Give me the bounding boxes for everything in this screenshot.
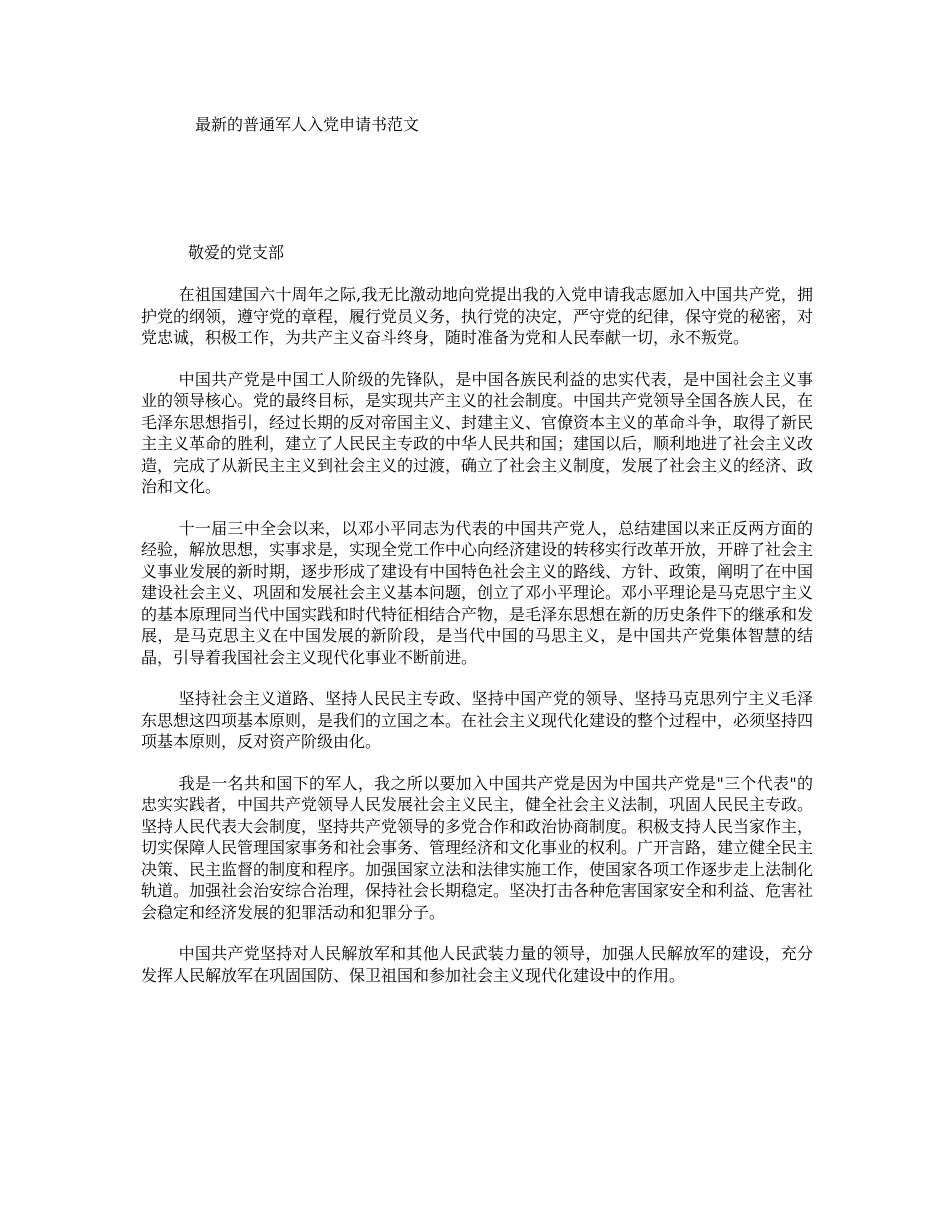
paragraph: 在祖国建国六十周年之际,我无比激动地向党提出我的入党申请我志愿加入中国共产党，拥护党的纲领，遵守党的章程，履行党员义务，执行党的决定，严守党的纪律，保守党的秘密，对党忠诚，积极工作，为共产主义奋斗终身，随时准备为党和人民奉献一切，永不叛党。 [141, 285, 814, 347]
document-title: 最新的普通军人入党申请书范文 [195, 115, 420, 134]
salutation: 敬爱的党支部 [188, 243, 285, 262]
paragraph: 坚持社会主义道路、坚持人民民主专政、坚持中国产党的领导、坚持马克思列宁主义毛泽东思想这四项基本原则，是我们的立国之本。在社会主义现代化建设的整个过程中，必须坚持四项基本原则，反对资产阶级由化。 [141, 689, 814, 751]
paragraph: 中国共产党是中国工人阶级的先锋队，是中国各族民利益的忠实代表，是中国社会主义事业的领导核心。党的最终目标，是实现共产主义的社会制度。中国共产党领导全国各族人民，在毛泽东思想指引，经过长期的反对帝国主义、封建主义、官僚资本主义的革命斗争，取得了新民主主义革命的胜利，建立了人民民主专政的中华人民共和国；建国以后，顺利地进了社会主义改造，完成了从新民主主义到社会主义的过渡，确立了社会主义制度，发展了社会主义的经济、政治和文化。 [141, 369, 814, 496]
paragraph: 十一届三中全会以来，以邓小平同志为代表的中国共产党人，总结建国以来正反两方面的经验，解放思想，实事求是，实现全党工作中心向经济建设的转移实行改革开放，开辟了社会主义事业发展的新时期，逐步形成了建设有中国特色社会主义的路线、方针、政策，阐明了在中国建设社会主义、巩固和发展社会主义基本问题，创立了邓小平理论。邓小平理论是马克思宁主义的基本原理同当代中国实践和时代特征相结合产物，是毛泽东思想在新的历史条件下的继承和发展，是马克思主义在中国发展的新阶段，是当代中国的马思主义，是中国共产党集体智慧的结晶，引导着我国社会主义现代化事业不断前进。 [141, 518, 814, 667]
paragraph: 我是一名共和国下的军人，我之所以要加入中国共产党是因为中国共产党是"三个代表"的忠实实践者，中国共产党领导人民发展社会主义民主，健全社会主义法制，巩固人民民主专政。坚持人民代表大会制度，坚持共产党领导的多党合作和政治协商制度。积极支持人民当家作主，切实保障人民管理国家事务和社会事务、管理经济和文化事业的权利。广开言路，建立健全民主决策、民主监督的制度和程序。加强国家立法和法律实施工作，使国家各项工作逐步走上法制化轨道。加强社会治安综合治理，保持社会长期稳定。坚决打击各种危害国家安全和利益、危害社会稳定和经济发展的犯罪活动和犯罪分子。 [141, 773, 814, 922]
paragraph: 中国共产党坚持对人民解放军和其他人民武装力量的领导，加强人民解放军的建设，充分发挥人民解放军在巩固国防、保卫祖国和参加社会主义现代化建设中的作用。 [141, 944, 813, 985]
document-body [141, 284, 813, 1006]
